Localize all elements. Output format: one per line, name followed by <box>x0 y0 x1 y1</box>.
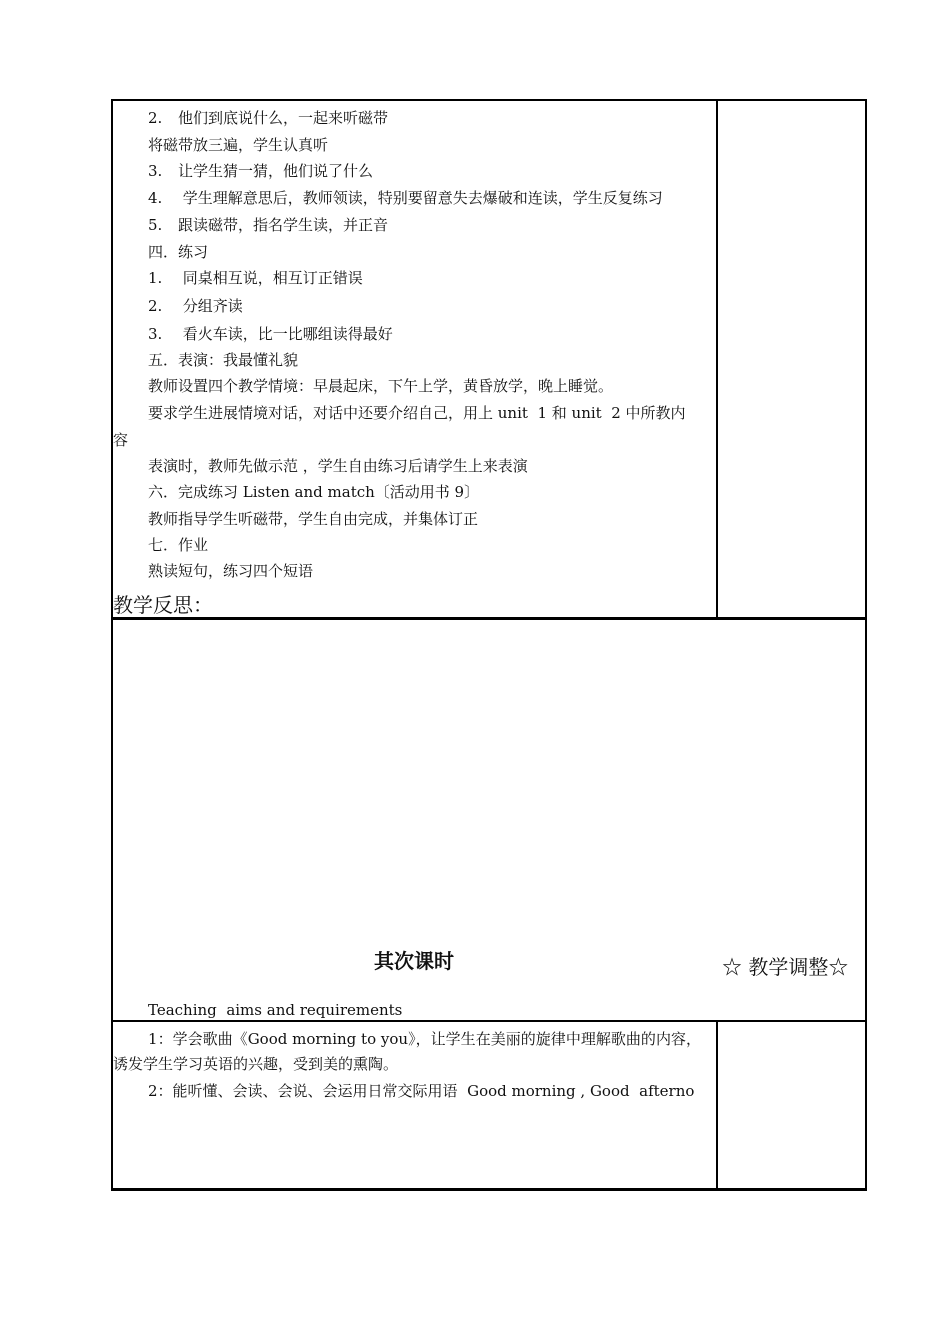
section-title <box>148 242 208 262</box>
step-line <box>148 324 393 344</box>
step-text: 学生理解意思后，教师领读，特别要留意失去爆破和连读，学生反复练习 <box>178 189 663 207</box>
step-line: 要求学生进展情境对话，对话中还要介绍自己，用上 unit 1 和 unit 2 中所教内 <box>148 404 686 422</box>
aim-item-2-line-1: 2：能听懂、会读、会说、会运用日常交际用语 Good morning , Good afterno <box>148 1082 695 1100</box>
aim-item-1-line-1: 1：学会歌曲《Good morning to you》，让学生在美丽的旋律中理解歌曲的内容， <box>148 1030 701 1048</box>
step-line <box>148 215 388 235</box>
step-text: 将磁带放三遍，学生认真听 <box>148 136 329 154</box>
step-number: 3. <box>148 325 163 343</box>
section-title: 六．完成练习 Listen and match〔活动用书 9〕 <box>148 483 480 501</box>
step-line-wrap: 容 <box>113 431 129 449</box>
column-divider-bottom <box>716 1021 718 1189</box>
section-title: 七．作业 <box>148 536 209 554</box>
step-number: 4. <box>148 189 163 207</box>
row-divider-1 <box>111 617 867 620</box>
step-line <box>148 268 363 288</box>
step-line <box>148 376 613 396</box>
step-line <box>148 108 388 128</box>
step-text: 同桌相互说，相互订正错误 <box>178 269 363 287</box>
step-line <box>148 296 243 316</box>
section-title <box>148 350 298 370</box>
row-divider-2 <box>111 1020 867 1022</box>
step-text: 看火车读，比一比哪组读得最好 <box>178 325 393 343</box>
step-text: 跟读磁带，指名学生读，并正音 <box>178 216 389 234</box>
step-line: 教师指导学生听磁带，学生自由完成，并集体订正 <box>148 510 479 528</box>
step-text: 分组齐读 <box>178 297 243 315</box>
step-number: 2. <box>148 297 163 315</box>
step-number: 3. <box>148 162 163 180</box>
reflection-label: 教学反思： <box>113 593 213 617</box>
step-line <box>148 135 328 155</box>
teaching-adjustment-label: ☆ 教学调整☆ <box>722 955 849 979</box>
step-number: 2. <box>148 109 163 127</box>
lesson-table <box>111 99 867 1191</box>
step-text: 他们到底说什么，一起来听磁带 <box>178 109 389 127</box>
table-bottom-rule <box>111 1188 867 1189</box>
step-number: 5. <box>148 216 163 234</box>
step-line <box>148 188 663 208</box>
aim-item-1-line-2: 诱发学生学习英语的兴趣，受到美的熏陶。 <box>113 1055 399 1073</box>
step-text: 让学生猜一猜，他们说了什么 <box>178 162 374 180</box>
step-text: 教师设置四个教学情境：早晨起床，下午上学，黄昏放学，晚上睡觉。 <box>148 377 614 395</box>
lesson-heading: 其次课时 <box>374 949 454 973</box>
step-line: 熟读短句，练习四个短语 <box>148 562 314 580</box>
section-title-text: 四．练习 <box>148 243 209 261</box>
section-title-text: 五．表演：我最懂礼貌 <box>148 351 299 369</box>
step-line: 表演时，教师先做示范 ，学生自由练习后请学生上来表演 <box>148 457 528 475</box>
column-divider-top <box>716 99 718 619</box>
step-number: 1. <box>148 269 163 287</box>
aims-label: Teaching aims and requirements <box>148 1001 403 1019</box>
step-line <box>148 161 373 181</box>
